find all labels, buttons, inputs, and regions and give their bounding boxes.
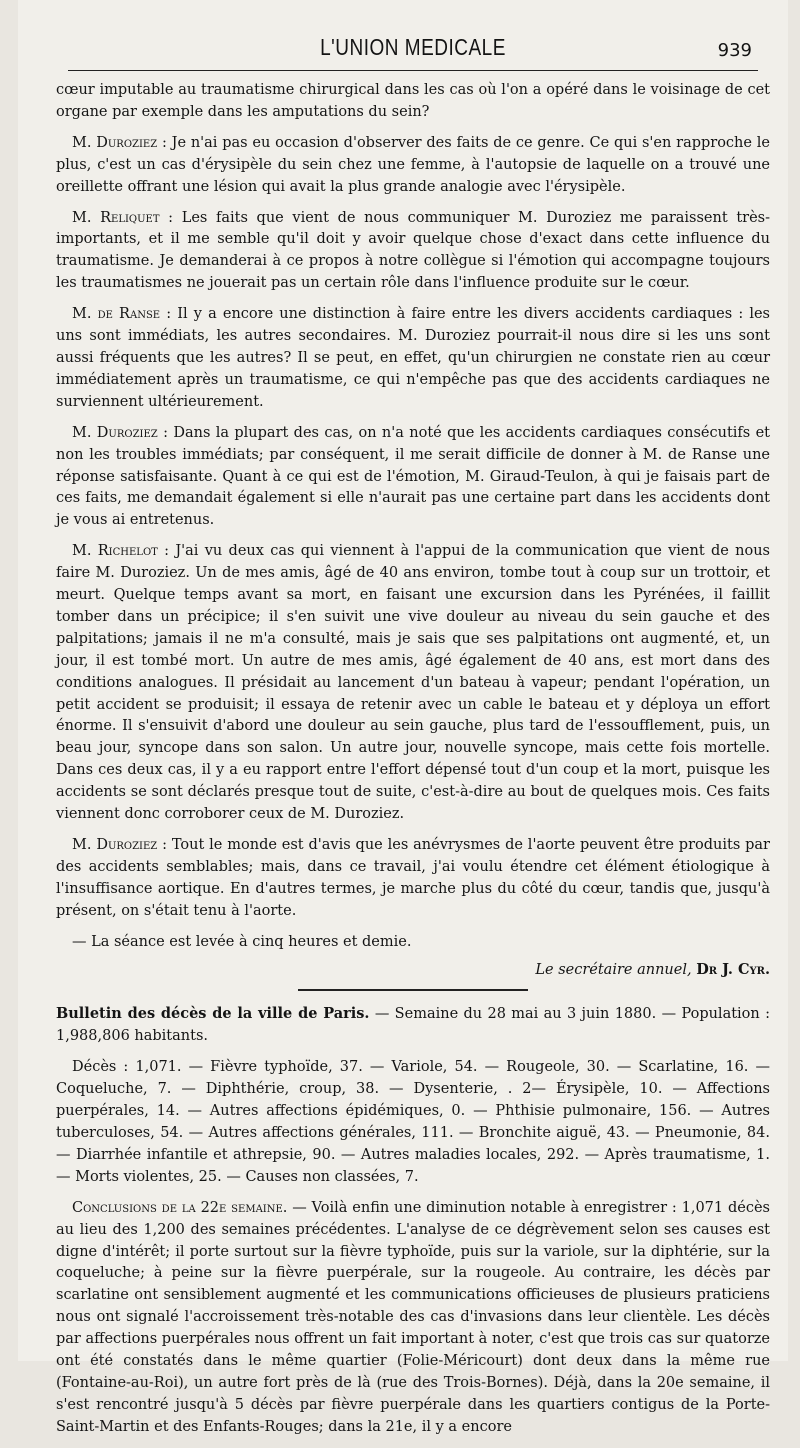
bulletin-title: Bulletin des décès de la ville de Paris. [56, 1005, 370, 1023]
page-number: 939 [717, 40, 752, 61]
speaker: M. Duroziez : [72, 134, 167, 151]
paragraph: cœur imputable au traumatisme chirurgical dans les cas où l'on a opéré dans le voisinage de cet organe par exemple dans les amputations du sein? [56, 82, 770, 120]
paragraph: M. Duroziez : Je n'ai pas eu occasion d'observer des faits de ce genre. Ce qui s'en rapproche le plus, c'est un cas d'érysipèle du sein chez une femme, à l'autopsie de laquelle on a trouvé une oreillette offrant une lésion qui avait la plus grande analogie avec l'érysipèle. [56, 134, 770, 195]
paragraph: M. Reliquet : Les faits que vient de nous communiquer M. Duroziez me paraissent très-importants, et il me semble qu'il doit y avoir quelque chose d'exact dans cette influence du traumatisme. Je demanderai à ce propos à notre collègue si l'émotion qui accompagne toujours les traumatismes ne jouerait pas un certain rôle dans l'influence produite sur le cœur. [56, 209, 770, 292]
paragraph: — La séance est levée à cinq heures et demie. [72, 933, 412, 950]
running-header [68, 35, 758, 72]
conclusions-label: Conclusions de la 22e semaine. [72, 1199, 288, 1216]
bulletin-heading: Bulletin des décès de la ville de Paris. — Semaine du 28 mai au 3 juin 1880. — Population : 1,988,806 habitants. [56, 1005, 770, 1045]
article-body [56, 80, 770, 1448]
paragraph: M. Duroziez : Tout le monde est d'avis que les anévrysmes de l'aorte peuvent être produits par des accidents semblables; mais, dans ce travail, j'ai voulu étendre cet élément étiologique à l'insuffisance aortique. En d'autres termes, je marche plus du côté du cœur, tandis que, jusqu'à présent, on s'était tenu à l'aorte. [56, 837, 770, 919]
signature: Le secrétaire annuel, Dr J. Cyr. [535, 960, 770, 978]
bulletin-deaths: Décès : 1,071. — Fièvre typhoïde, 37. — Variole, 54. — Rougeole, 30. — Scarlatine, 16. — Coqueluche, 7. — Diphthérie, croup, 38. — Dysenterie, . 2— Érysipèle, 10. — Affections puerpérales, 14. — Autres affections épidémiques, 0. — Phthisie pulmonaire, 156. — Autres tuberculoses, 54. — Autres affections générales, 111. — Bronchite aiguë, 43. — Pneumonie, 84. — Diarrhée infantile et athrepsie, 90. — Autres maladies locales, 292. — Après traumatisme, 1. — Morts violentes, 25. — Causes non classées, 7. [56, 1059, 770, 1185]
journal-title: L'UNION MEDICALE [320, 35, 506, 61]
paragraph: M. Richelot : J'ai vu deux cas qui viennent à l'appui de la communication que vient de nous faire M. Duroziez. Un de mes amis, âgé de 40 ans environ, tombe tout à coup sur un trottoir, et meurt. Quelque temps avant sa mort, en faisant une excursion dans les Pyrénées, il faillit tomber dans un précipice; il s'en suivit une vive douleur au niveau du sein gauche et des palpitations; jamais il ne m'a consulté, mais je sais que ses palpitations ont augmenté, et, un jour, il est tombé mort. Un autre de mes amis, âgé également de 40 ans, est mort dans des conditions analogues. Il présidait au lancement d'un bateau à vapeur; pendant l'opération, un petit accident se produisit; il essaya de retenir avec un cable le bateau et y déploya un effort énorme. Il s'ensuivit d'abord une douleur au sein gauche, plus tard de l'essoufflement, puis, un beau jour, syncope dans son salon. Un autre jour, nouvelle syncope, mais cette fois mortelle. Dans ces deux cas, il y a eu rapport entre l'effort dépensé tout d'un coup et la mort, puisque les accidents se sont déclarés presque tout de suite, c'est-à-dire au bout de quelques mois. Ces faits viennent donc corroborer ceux de M. Duroziez. [56, 543, 770, 823]
speaker: M. de Ranse : [72, 306, 172, 323]
document-page [18, 0, 788, 1435]
header-rule [68, 70, 758, 71]
speaker: M. Duroziez : [72, 837, 167, 853]
speaker: M. Duroziez : [72, 424, 168, 441]
speaker: M. Richelot : [72, 543, 170, 560]
paragraph: M. Duroziez : Dans la plupart des cas, on n'a noté que les accidents cardiaques consécutifs et non les troubles immédiats; par conséquent, il me serait difficile de donner à M. de Ranse une réponse satisfaisante. Quant à ce qui est de l'émotion, M. Giraud-Teulon, à qui je faisais part de ces faits, me demandait également si elle n'aurait pas une certaine part dans les accidents dont je vous ai entretenus. [56, 424, 770, 529]
paragraph: M. de Ranse : Il y a encore une distinction à faire entre les divers accidents cardiaques : les uns sont immédiats, les autres secondaires. M. Duroziez pourrait-il nous dire si les uns sont aussi fréquents que les autres? Il se peut, en effet, qu'un chirurgien ne constate rien au cœur immédiatement après un traumatisme, ce qui n'empêche pas que des accidents cardiaques ne surviennent ultérieurement. [56, 306, 770, 410]
section-separator [298, 989, 528, 991]
bulletin-conclusions: Conclusions de la 22e semaine. — Voilà enfin une diminution notable à enregistrer : 1,071 décès au lieu des 1,200 des semaines précédentes. L'analyse de ce dégrèvement selon ses causes est digne d'intérêt; il porte surtout sur la fièvre typhoïde, puis sur la variole, sur la diphtérie, sur la coqueluche; à peine sur la fièvre puerpérale, sur la rougeole. Au contraire, les décès par scarlatine ont sensiblement augmenté et les communications officieuses de plusieurs praticiens nous ont signalé l'accroissement très-notable des cas d'invasions dans leur clientèle. Les décès par affections puerpérales nous offrent un fait important à noter, c'est que trois cas sur quatorze ont été constatés dans le même quartier (Folie-Méricourt) dont deux dans la même rue (Fontaine-au-Roi), un autre fort près de là (rue des Trois-Bornes). Déjà, dans la 20e semaine, il s'est rencontré jusqu'à 5 décès par fièvre puerpérale dans les quartiers contigus de la Porte-Saint-Martin et des Enfants-Rouges; dans la 21e, il y a encore [56, 1199, 770, 1435]
speaker: M. Reliquet : [72, 209, 174, 226]
signature-name: Dr J. Cyr. [696, 960, 770, 978]
